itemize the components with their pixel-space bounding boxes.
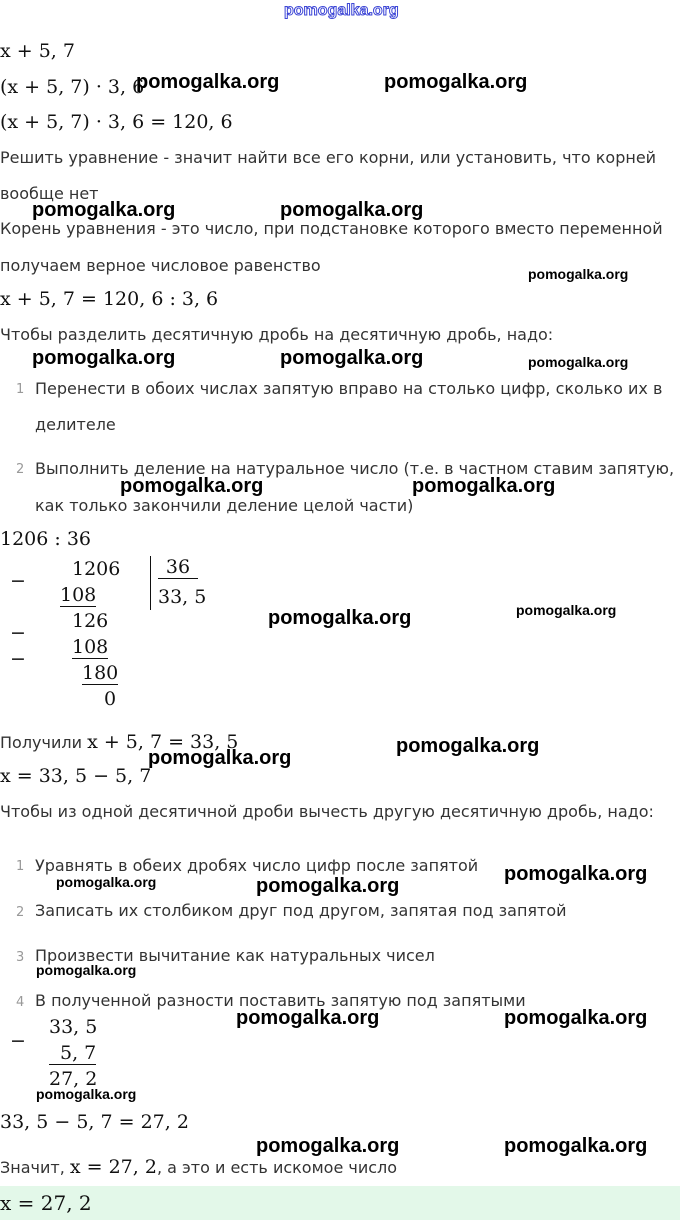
watermark: pomogalka.org: [256, 875, 400, 897]
watermark: pomogalka.org: [36, 962, 137, 978]
list-item: В полученной разности поставить запятую под запятыми: [35, 991, 526, 1010]
watermark: pomogalka.org: [516, 602, 617, 618]
got-label: Получили: [0, 733, 88, 752]
list-item: Выполнить деление на натуральное число (т.е. в частном ставим запятую,: [35, 459, 675, 478]
watermark: pomogalka.org: [136, 71, 280, 93]
minus-sign: −: [10, 1030, 26, 1052]
subtrahend-1: 108: [60, 584, 97, 606]
minus-sign: −: [10, 570, 26, 592]
division-rule-title: Чтобы разделить десятичную дробь на десятичную дробь, надо:: [0, 325, 554, 344]
equation-3: (x + 5, 7) · 3, 6 = 120, 6: [0, 111, 233, 133]
definition-solve: Решить уравнение - значит найти все его корни, или установить, что корней: [0, 148, 657, 167]
watermark: pomogalka.org: [236, 1007, 380, 1029]
watermark: pomogalka.org: [528, 354, 629, 370]
list-item: Перенести в обоих числах запятую вправо на столько цифр, сколько их в: [35, 379, 663, 398]
watermark: pomogalka.org: [36, 1086, 137, 1102]
watermark: pomogalka.org: [148, 747, 292, 769]
definition-root: Корень уравнения - это число, при подстановке которого вместо переменной: [0, 219, 663, 238]
conclusion-label: Значит,: [0, 1158, 70, 1177]
dividend: 1206: [72, 558, 121, 580]
watermark: pomogalka.org: [504, 1007, 648, 1029]
equation-2: (x + 5, 7) · 3, 6: [0, 76, 145, 98]
watermark: pomogalka.org: [528, 266, 629, 282]
subtrahend: 5, 7: [49, 1042, 96, 1065]
watermark: pomogalka.org: [396, 735, 540, 757]
watermark-top: pomogalka.org: [284, 2, 399, 19]
division-bar-vertical: [150, 556, 151, 610]
answer-box: [0, 1186, 680, 1220]
watermark: pomogalka.org: [280, 199, 424, 221]
remainder-1: 126: [72, 610, 109, 632]
watermark: pomogalka.org: [56, 874, 157, 890]
divisor: 36: [158, 556, 198, 579]
division-header: 1206 : 36: [0, 528, 92, 550]
watermark: pomogalka.org: [256, 1135, 400, 1157]
equation-6: 33, 5 − 5, 7 = 27, 2: [0, 1111, 189, 1133]
definition-solve-cont: вообще нет: [0, 184, 99, 203]
list-item: Произвести вычитание как натуральных чисел: [35, 946, 435, 965]
conclusion-tail: , а это и есть искомое число: [156, 1158, 398, 1177]
minuend: 33, 5: [49, 1016, 98, 1038]
equation-5: x = 33, 5 − 5, 7: [0, 765, 152, 787]
equation-1: x + 5, 7: [0, 40, 75, 62]
list-item-number: 3: [16, 950, 25, 965]
watermark: pomogalka.org: [32, 199, 176, 221]
quotient: 33, 5: [158, 586, 207, 608]
watermark: pomogalka.org: [504, 863, 648, 885]
minus-sign: −: [10, 622, 26, 644]
list-item-number: 1: [16, 859, 25, 874]
subtraction-rule-title: Чтобы из одной десятичной дроби вычесть другую десятичную дробь, надо:: [0, 802, 654, 821]
list-item-number: 2: [16, 462, 25, 477]
list-item-number: 4: [16, 995, 25, 1010]
division-result: 0: [104, 688, 117, 710]
watermark: pomogalka.org: [120, 475, 264, 497]
got-equation: x + 5, 7 = 33, 5: [87, 731, 239, 753]
definition-root-cont: получаем верное числовое равенство: [0, 256, 321, 275]
list-item-cont: делителе: [35, 415, 116, 434]
list-item: Уравнять в обеих дробях число цифр после запятой: [35, 856, 479, 875]
list-item-number: 2: [16, 905, 25, 920]
list-item: Записать их столбиком друг под другом, запятая под запятой: [35, 901, 567, 920]
watermark: pomogalka.org: [268, 607, 412, 629]
watermark: pomogalka.org: [280, 347, 424, 369]
watermark: pomogalka.org: [504, 1135, 648, 1157]
list-item-cont: как только закончили деление целой части): [35, 496, 414, 515]
equation-4: x + 5, 7 = 120, 6 : 3, 6: [0, 288, 219, 310]
remainder-2: 180: [82, 662, 119, 684]
subtrahend-2: 108: [72, 636, 109, 658]
watermark: pomogalka.org: [32, 347, 176, 369]
watermark: pomogalka.org: [412, 475, 556, 497]
difference: 27, 2: [49, 1068, 98, 1090]
list-item-number: 1: [16, 382, 25, 397]
watermark: pomogalka.org: [384, 71, 528, 93]
minus-sign: −: [10, 648, 26, 670]
answer-equation: x = 27, 2: [0, 1191, 92, 1215]
conclusion-line: [0, 1156, 397, 1178]
conclusion-equation: x = 27, 2: [69, 1156, 157, 1178]
